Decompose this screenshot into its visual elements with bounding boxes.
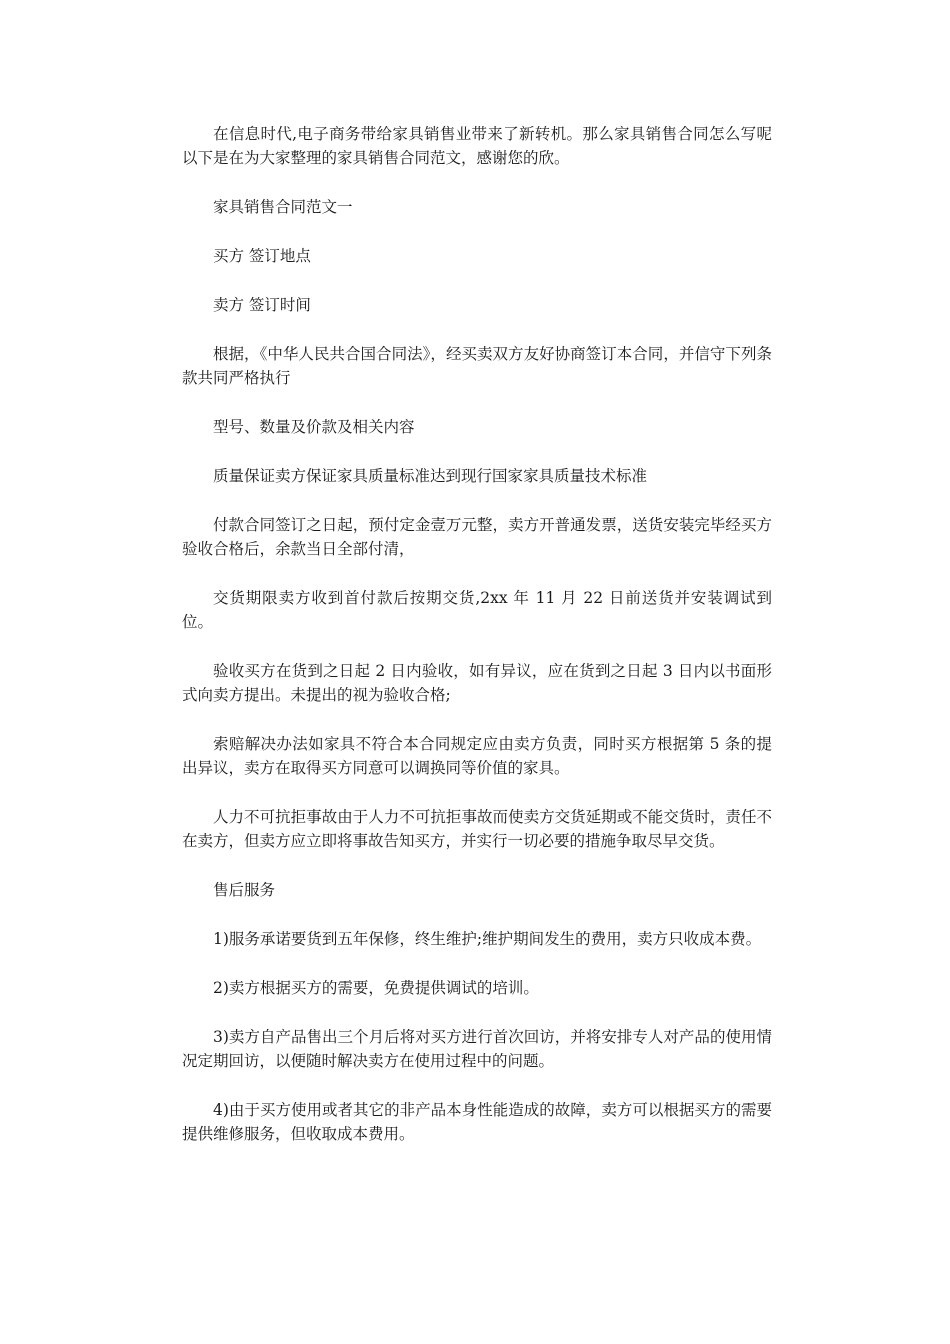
legal-basis-paragraph: 根据，《中华人民共合国合同法》，经买卖双方友好协商签订本合同，并信守下列条款共同严格执行 bbox=[182, 345, 772, 387]
after-sales-item-2: 2)卖方根据买方的需要，免费提供调试的培训。 bbox=[213, 979, 539, 997]
after-sales-heading: 售后服务 bbox=[213, 881, 276, 899]
acceptance-clause: 验收买方在货到之日起 2 日内验收，如有异议，应在货到之日起 3 日内以书面形式向卖方提出。未提出的视为验收合格; bbox=[182, 662, 772, 704]
seller-signing-time: 卖方 签订时间 bbox=[213, 296, 311, 314]
after-sales-item-1: 1)服务承诺要货到五年保修，终生维护;维护期间发生的费用，卖方只收成本费。 bbox=[213, 930, 762, 948]
contract-title: 家具销售合同范文一 bbox=[213, 198, 353, 216]
after-sales-item-3: 3)卖方自产品售出三个月后将对买方进行首次回访，并将安排专人对产品的使用情况定期回访，以便随时解决卖方在使用过程中的问题。 bbox=[182, 1028, 772, 1070]
payment-clause: 付款合同签订之日起，预付定金壹万元整，卖方开普通发票，送货安装完毕经买方验收合格后，余款当日全部付清， bbox=[182, 516, 772, 558]
claims-clause: 索赔解决办法如家具不符合本合同规定应由卖方负责，同时买方根据第 5 条的提出异议，卖方在取得买方同意可以调换同等价值的家具。 bbox=[182, 735, 772, 777]
quality-guarantee-clause: 质量保证卖方保证家具质量标准达到现行国家家具质量技术标准 bbox=[213, 467, 648, 485]
buyer-signing-place: 买方 签订地点 bbox=[213, 247, 311, 265]
intro-paragraph: 在信息时代,电子商务带给家具销售业带来了新转机。那么家具销售合同怎么写呢以下是在为大家整理的家具销售合同范文，感谢您的欣。 bbox=[182, 125, 772, 167]
after-sales-item-4: 4)由于买方使用或者其它的非产品本身性能造成的故障，卖方可以根据买方的需要提供维修服务，但收取成本费用。 bbox=[182, 1101, 772, 1143]
model-quantity-price-heading: 型号、数量及价款及相关内容 bbox=[213, 418, 415, 436]
delivery-clause: 交货期限卖方收到首付款后按期交货,2xx 年 11 月 22 日前送货并安装调试到位。 bbox=[182, 589, 772, 631]
document-body bbox=[182, 122, 772, 1171]
force-majeure-clause: 人力不可抗拒事故由于人力不可抗拒事故而使卖方交货延期或不能交货时，责任不在卖方，但卖方应立即将事故告知买方，并实行一切必要的措施争取尽早交货。 bbox=[182, 808, 772, 850]
